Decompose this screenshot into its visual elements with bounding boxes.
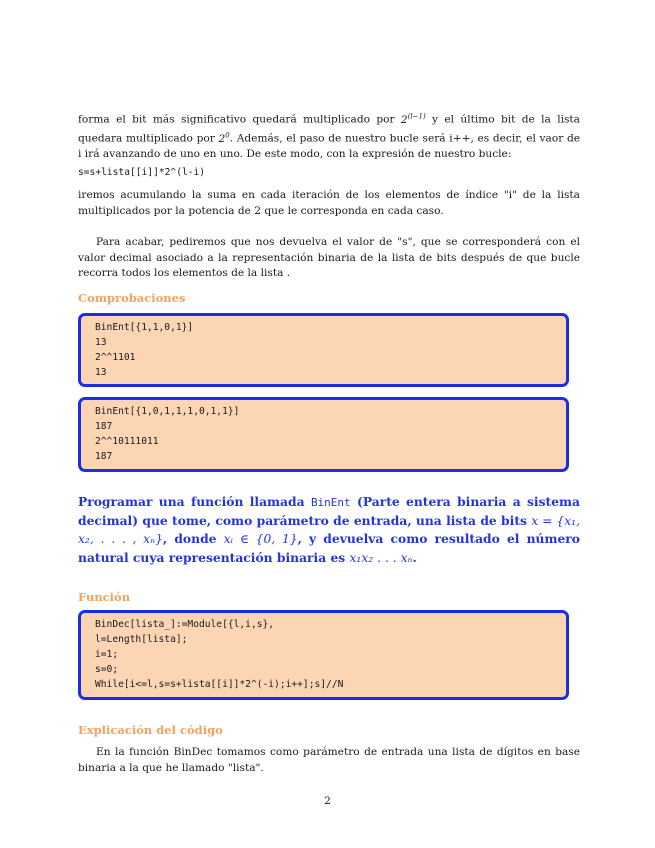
check1-verify: 2^^1101: [95, 352, 136, 363]
check1-input: BinEnt[{1,1,0,1}]: [95, 322, 194, 333]
check2-verify: 2^^10111011: [95, 436, 159, 447]
check1-verify-output: 13: [95, 367, 107, 378]
final-paragraph: Para acabar, pediremos que nos devuelva el valor de "s", que se corresponderá con el valor decimal asociado a la representación binaria de la lista de bits después de que bucle recorra todos los elementos de la lista .: [78, 236, 580, 279]
page-number: 2: [324, 795, 331, 807]
heading-funcion: Función: [78, 590, 131, 604]
check1-output: 13: [95, 337, 107, 348]
intro-paragraph: forma el bit más significativo quedará multiplicado por $2^{(l-1)}$ y el último bit de la lista quedara multiplicado por $2^0$. Además, el paso de nuestro bucle será i++, es decir, el vaor de i irá avanzando de uno en uno. De este modo, con la expresión de nuestro bucle:: [78, 112, 580, 161]
code-line-4: s=0;: [95, 664, 119, 675]
code-line-2: l=Length[lista];: [95, 634, 188, 645]
check2-output: 187: [95, 421, 113, 432]
check2-input: BinEnt[{1,0,1,1,1,0,1,1}]: [95, 406, 240, 417]
loop-expression: s=s+lista[[i]]*2^(l-i): [78, 167, 206, 178]
code-line-5: While[i<=l,s=s+lista[[i]]*2^(-i);i++];s]//N: [95, 679, 344, 690]
heading-comprobaciones: Comprobaciones: [78, 291, 186, 305]
code-line-1: BinDec[lista_]:=Module[{l,i,s},: [95, 619, 275, 630]
function-code-box: [78, 610, 569, 700]
check2-verify-output: 187: [95, 451, 113, 462]
heading-explicacion: Explicación del código: [78, 723, 223, 737]
sum-paragraph: iremos acumulando la suma en cada iteración de los elementos de índice "i" de la lista multiplicados por la potencia de 2 que le corresponda en cada caso.: [78, 189, 580, 217]
check-box-2: [78, 397, 569, 472]
code-line-3: i=1;: [95, 649, 119, 660]
exercise-statement: Programar una función llamada BinEnt (Parte entera binaria a sistema decimal) que tome, como parámetro de entrada, una lista de bits x = {x₁, x₂, . . . , xₙ}, donde xᵢ ∈ {0, 1}, y devuelva como resultado el número natural cuya representación binaria es x₁x₂ . . . xₙ.: [78, 494, 580, 565]
check-box-1: [78, 313, 569, 387]
explanation-paragraph: En la función BinDec tomamos como parámetro de entrada una lista de dígitos en base binaria a la que he llamado "lista".: [78, 746, 580, 774]
